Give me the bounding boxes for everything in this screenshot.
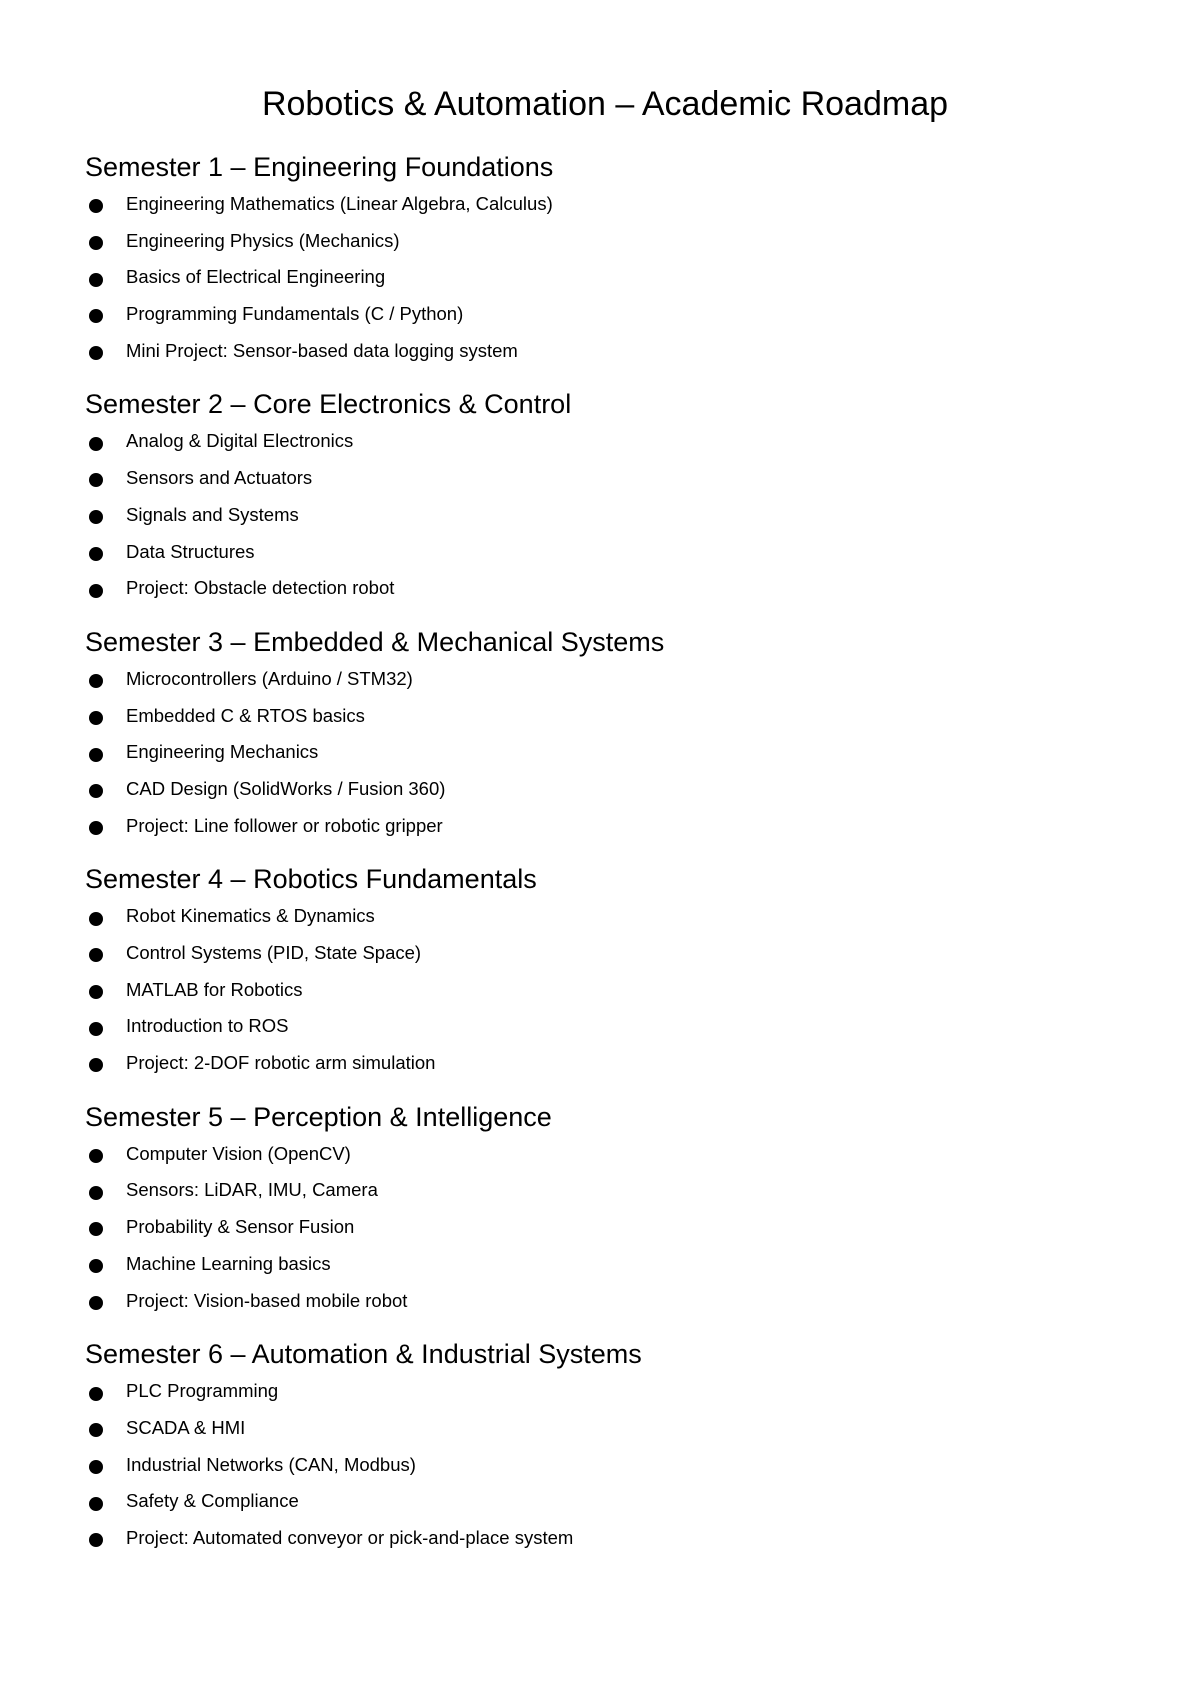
course-item — [85, 1136, 1145, 1173]
bullet-icon — [89, 1533, 103, 1547]
semester-heading: Semester 6 – Automation & Industrial Systems — [85, 1339, 642, 1370]
course-item-text: Computer Vision (OpenCV) — [126, 1142, 351, 1164]
course-list — [85, 661, 1145, 844]
bullet-icon — [89, 346, 103, 360]
course-item-text: Introduction to ROS — [126, 1015, 289, 1037]
course-item-text: Industrial Networks (CAN, Modbus) — [126, 1453, 416, 1475]
bullet-icon — [89, 821, 103, 835]
course-list — [85, 186, 1145, 369]
course-item — [85, 1410, 1145, 1447]
semester-section — [85, 862, 1145, 1081]
course-item-text: Sensors: LiDAR, IMU, Camera — [126, 1179, 378, 1201]
course-item — [85, 734, 1145, 771]
bullet-icon — [89, 711, 103, 725]
course-item — [85, 534, 1145, 571]
course-list — [85, 423, 1145, 606]
bullet-icon — [89, 985, 103, 999]
course-item-text: Project: Line follower or robotic gripper — [126, 814, 443, 836]
course-item — [85, 1172, 1145, 1209]
bullet-icon — [89, 1149, 103, 1163]
bullet-icon — [89, 510, 103, 524]
course-item-text: CAD Design (SolidWorks / Fusion 360) — [126, 777, 446, 799]
course-item — [85, 333, 1145, 370]
course-item — [85, 296, 1145, 333]
semester-heading: Semester 1 – Engineering Foundations — [85, 152, 554, 182]
bullet-icon — [89, 1022, 103, 1036]
course-item-text: Machine Learning basics — [126, 1252, 331, 1274]
course-item — [85, 570, 1145, 607]
course-item-text: Basics of Electrical Engineering — [126, 266, 386, 288]
bullet-icon — [89, 948, 103, 962]
bullet-icon — [89, 784, 103, 798]
course-item-text: Engineering Mechanics — [126, 741, 319, 763]
course-item — [85, 223, 1145, 260]
semester-heading: Semester 5 – Perception & Intelligence — [85, 1101, 552, 1132]
course-item-text: Probability & Sensor Fusion — [126, 1216, 355, 1238]
course-item-text: Control Systems (PID, State Space) — [126, 942, 422, 963]
bullet-icon — [89, 1387, 103, 1401]
semester-heading: Semester 2 – Core Electronics & Control — [85, 389, 572, 420]
course-item — [85, 898, 1145, 935]
course-item-text: Microcontrollers (Arduino / STM32) — [126, 667, 413, 689]
course-item — [85, 1520, 1145, 1557]
course-item — [85, 1045, 1145, 1082]
bullet-icon — [89, 912, 103, 926]
course-item-text: Safety & Compliance — [126, 1490, 299, 1512]
bullet-icon — [89, 1497, 103, 1511]
course-item — [85, 186, 1145, 223]
course-list — [85, 898, 1145, 1081]
bullet-icon — [89, 674, 103, 688]
bullet-icon — [89, 199, 103, 213]
bullet-icon — [89, 584, 103, 598]
course-item — [85, 1008, 1145, 1045]
course-item-text: Project: 2-DOF robotic arm simulation — [126, 1052, 436, 1074]
course-item — [85, 661, 1145, 698]
course-item — [85, 497, 1145, 534]
bullet-icon — [89, 1186, 103, 1200]
bullet-icon — [89, 1423, 103, 1437]
bullet-icon — [89, 473, 103, 487]
course-item — [85, 698, 1145, 735]
course-item-text: PLC Programming — [126, 1380, 279, 1402]
bullet-icon — [89, 547, 103, 561]
course-list — [85, 1373, 1145, 1556]
course-item — [85, 1209, 1145, 1246]
course-item-text: Project: Obstacle detection robot — [126, 577, 395, 599]
semester-heading: Semester 3 – Embedded & Mechanical Systems — [85, 626, 665, 657]
course-item-text: Engineering Physics (Mechanics) — [126, 229, 400, 251]
course-item-text: Project: Vision-based mobile robot — [126, 1289, 408, 1311]
course-item-text: Analog & Digital Electronics — [126, 430, 354, 452]
semester-section — [85, 1100, 1145, 1319]
semester-section — [85, 625, 1145, 844]
bullet-icon — [89, 236, 103, 250]
course-item-text: Sensors and Actuators — [126, 467, 313, 489]
course-item — [85, 808, 1145, 845]
course-item — [85, 1246, 1145, 1283]
semester-section — [85, 1337, 1145, 1556]
course-item — [85, 935, 1145, 972]
bullet-icon — [89, 1222, 103, 1236]
bullet-icon — [89, 1296, 103, 1310]
course-list — [85, 1136, 1145, 1319]
bullet-icon — [89, 1259, 103, 1273]
course-item — [85, 1373, 1145, 1410]
semester-section — [85, 387, 1145, 606]
course-item-text: Data Structures — [126, 540, 255, 562]
course-item — [85, 259, 1145, 296]
course-item — [85, 1283, 1145, 1320]
bullet-icon — [89, 748, 103, 762]
course-item-text: Embedded C & RTOS basics — [126, 704, 365, 726]
course-item — [85, 423, 1145, 460]
course-item-text: Signals and Systems — [126, 503, 299, 525]
course-item — [85, 1483, 1145, 1520]
course-item — [85, 771, 1145, 808]
course-item — [85, 972, 1145, 1009]
bullet-icon — [89, 273, 103, 287]
course-item-text: SCADA & HMI — [126, 1416, 246, 1438]
semester-sections — [85, 150, 1145, 1575]
course-item-text: Robot Kinematics & Dynamics — [126, 905, 375, 927]
course-item-text: MATLAB for Robotics — [126, 978, 303, 1000]
course-item-text: Project: Automated conveyor or pick-and-place system — [126, 1526, 574, 1548]
bullet-icon — [89, 1460, 103, 1474]
course-item-text: Mini Project: Sensor-based data logging system — [126, 339, 518, 361]
course-item — [85, 460, 1145, 497]
course-item — [85, 1447, 1145, 1484]
bullet-icon — [89, 437, 103, 451]
course-item-text: Programming Fundamentals (C / Python) — [126, 303, 464, 325]
course-item-text: Engineering Mathematics (Linear Algebra, Calculus) — [126, 193, 553, 214]
document-title: Robotics & Automation – Academic Roadmap — [261, 85, 949, 123]
semester-heading: Semester 4 – Robotics Fundamentals — [85, 864, 537, 895]
semester-section — [85, 150, 1145, 369]
bullet-icon — [89, 1058, 103, 1072]
bullet-icon — [89, 309, 103, 323]
